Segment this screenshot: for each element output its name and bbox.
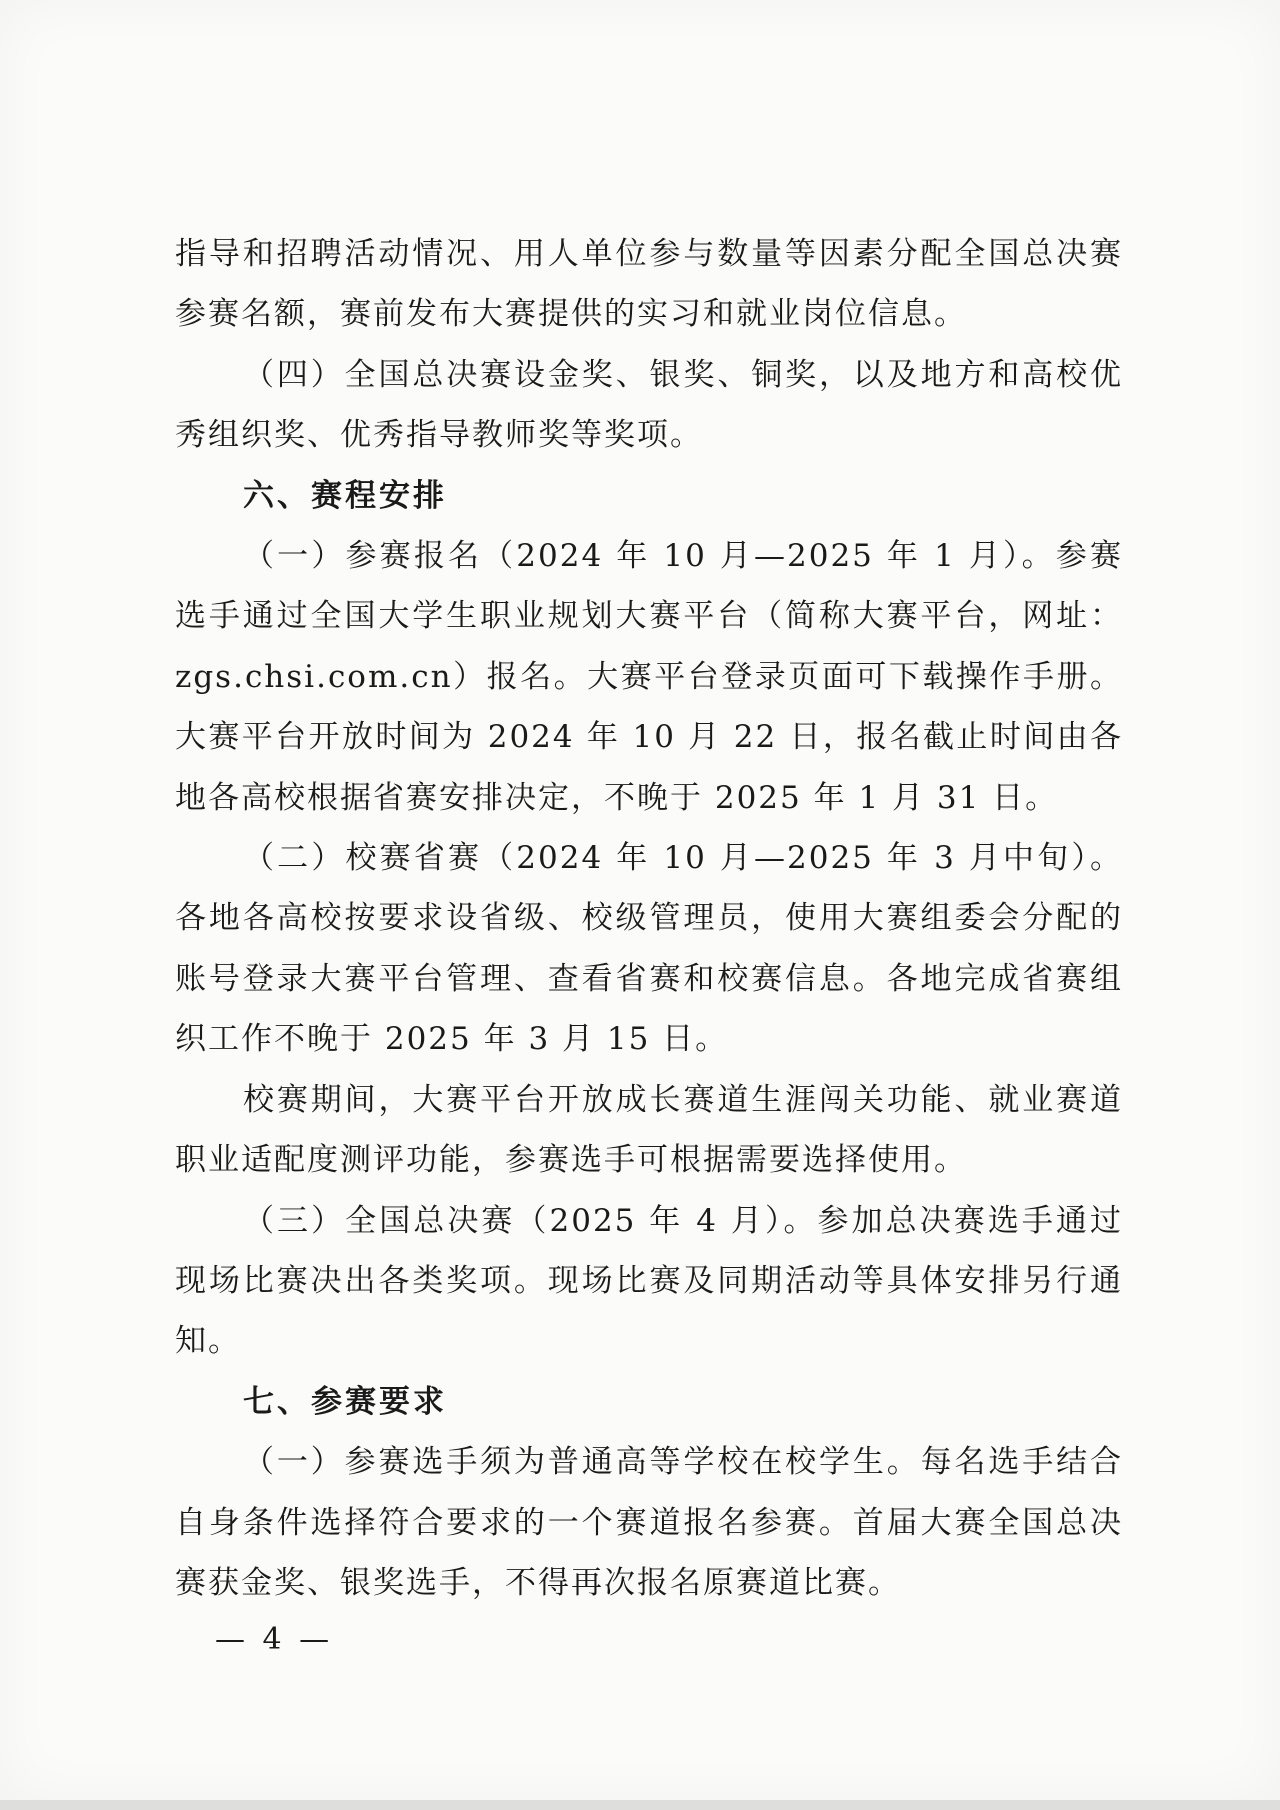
page-number: — 4 —	[215, 1622, 334, 1657]
paragraph-registration: （一）参赛报名（2024 年 10 月—2025 年 1 月）。参赛选手通过全国大学生职业规划大赛平台（简称大赛平台，网址：zgs.chsi.com.cn）报名。大赛平台登录页面可下载操作手册。大赛平台开放时间为 2024 年 10 月 22 日，报名截止时间由各地各高校根据省赛安排决定，不晚于 2025 年 1 月 31 日。	[175, 538, 1123, 816]
paragraph-continuation: 指导和招聘活动情况、用人单位参与数量等因素分配全国总决赛参赛名额，赛前发布大赛提供的实习和就业岗位信息。	[175, 236, 1123, 333]
paragraph-school-provincial: （二）校赛省赛（2024 年 10 月—2025 年 3 月中旬）。各地各高校按要求设省级、校级管理员，使用大赛组委会分配的账号登录大赛平台管理、查看省赛和校赛信息。各地完成省赛组织工作不晚于 2025 年 3 月 15 日。	[175, 840, 1123, 1058]
section-heading-requirements: 七、参赛要求	[243, 1383, 447, 1420]
page-bottom-edge	[0, 1800, 1280, 1810]
document-body	[175, 224, 1123, 1613]
paragraph-awards: （四）全国总决赛设金奖、银奖、铜奖，以及地方和高校优秀组织奖、优秀指导教师奖等奖项。	[175, 356, 1123, 454]
paragraph-eligibility: （一）参赛选手须为普通高等学校在校学生。每名选手结合自身条件选择符合要求的一个赛道报名参赛。首届大赛全国总决赛获金奖、银奖选手，不得再次报名原赛道比赛。	[175, 1444, 1123, 1601]
section-heading-schedule: 六、赛程安排	[243, 477, 447, 514]
paragraph-national-final: （三）全国总决赛（2025 年 4 月）。参加总决赛选手通过现场比赛决出各类奖项。现场比赛及同期活动等具体安排另行通知。	[175, 1202, 1123, 1360]
paragraph-platform-functions: 校赛期间，大赛平台开放成长赛道生涯闯关功能、就业赛道职业适配度测评功能，参赛选手可根据需要选择使用。	[175, 1081, 1123, 1179]
